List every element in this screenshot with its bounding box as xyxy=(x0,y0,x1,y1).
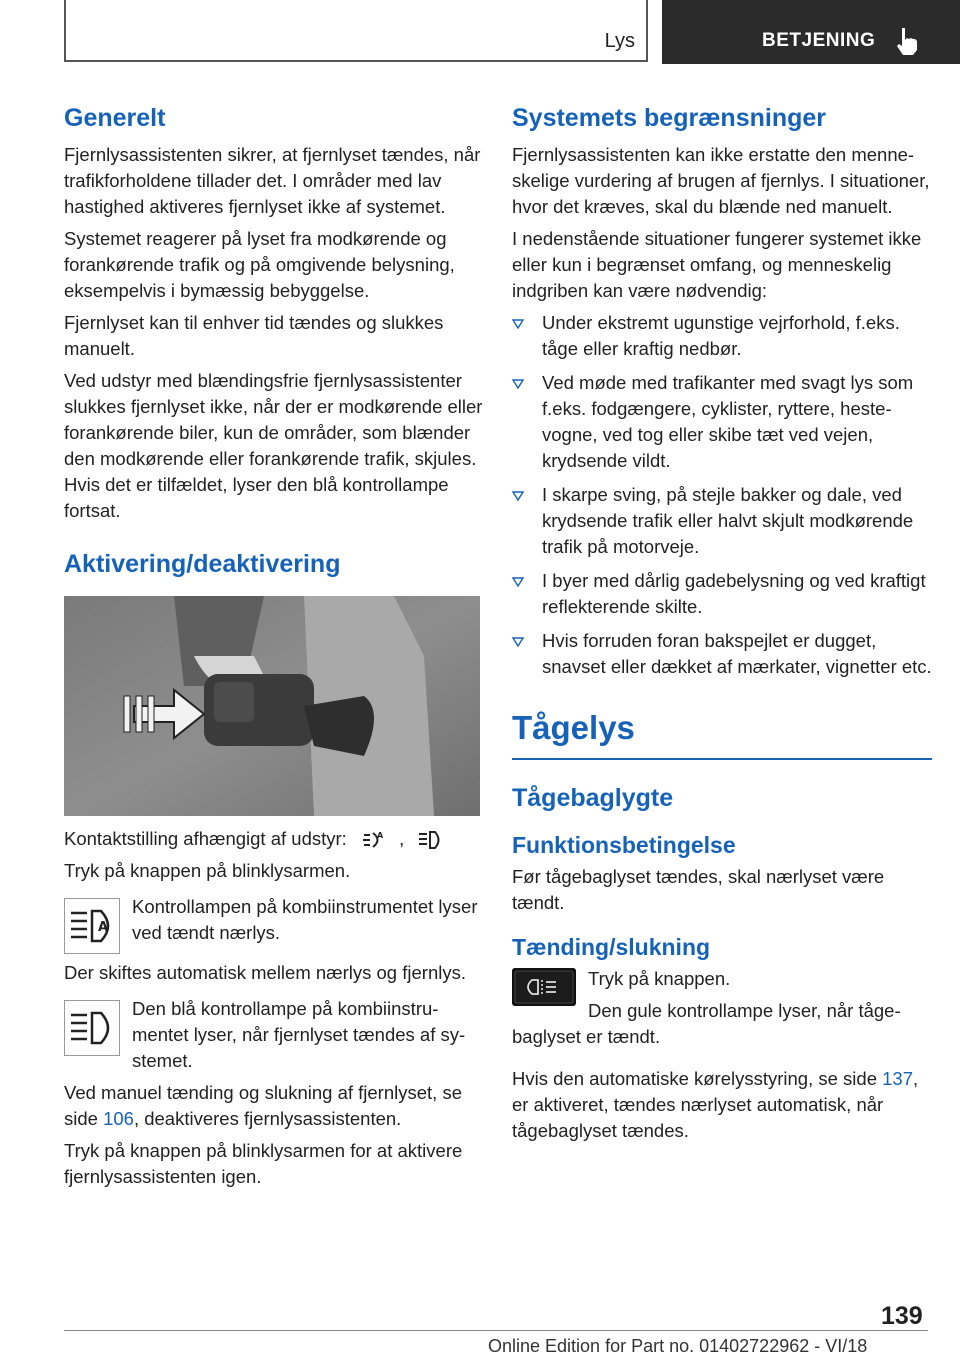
button-note xyxy=(512,966,932,1056)
heading-aktivering: Aktivering/deaktivering xyxy=(64,550,341,578)
indicator-text: Kontrollampen på kombiinstrumentet lyser ved tændt nærlys. xyxy=(132,896,478,943)
footer-divider xyxy=(64,1330,928,1331)
heading-taagebaglygte: Tågebaglygte xyxy=(512,784,674,812)
heading-funktionsbetingelse: Funktionsbetingelse xyxy=(512,832,736,858)
turn-signal-lever-photo xyxy=(64,596,480,816)
paragraph: Ved udstyr med blændingsfrie fjernlysassistenter slukkes fjernlyset ikke, når der er modkørende eller forankørende biler, kun de områder, som blænder den modkørende eller forankørende trafik, skjules. Hvis det er tilfældet, lyser den blå kontrollampe fortsat. xyxy=(64,370,483,521)
right-column xyxy=(512,100,932,1150)
paragraph: Systemet reagerer på lyset fra modkørende og forankørende trafik og på omgivende belysning, eksempelvis i bymæssig bebyggelse. xyxy=(64,228,455,301)
bullet-triangle-icon xyxy=(512,637,524,647)
indicator-note xyxy=(64,894,484,954)
paragraph: Den gule kontrollampe lyser, når tågebaglyset er tændt. xyxy=(512,1000,901,1047)
paragraph: Fjernlysassistenten kan ikke erstatte den menneskelige vurdering af brugen af fjernlys. I situationer, hvor det kræves, skal du blænde ned manuelt. xyxy=(512,144,930,217)
hand-pointer-icon xyxy=(894,26,920,56)
paragraph: Der skiftes automatisk mellem nærlys og fjernlys. xyxy=(64,962,466,983)
heading-generelt: Generelt xyxy=(64,104,166,132)
paragraph: Før tågebaglyset tændes, skal nærlyset være tændt. xyxy=(512,866,885,913)
list-item: Ved møde med trafikanter med svagt lys som f.eks. fodgængere, cyklister, ryttere, hestevogne, ved tog eller skibe tæt ved vejen, krydsende vildt. xyxy=(512,370,932,474)
rear-fog-light-button-icon xyxy=(512,968,576,1006)
paragraph: Tryk på knappen på blinklysarmen for at aktivere fjernlysassistenten igen. xyxy=(64,1140,463,1187)
list-item: Under ekstremt ugunstige vejrforhold, f.eks. tåge eller kraftig nedbør. xyxy=(512,310,932,362)
header-box xyxy=(64,0,648,62)
limitation-list xyxy=(512,310,932,680)
paragraph: Fjernlyset kan til enhver tid tændes og slukkes manuelt. xyxy=(64,312,444,359)
paragraph: I nedenstående situationer fungerer systemet ikke eller kun i begrænset omfang, og menneskelig indgriben kan være nødvendig: xyxy=(512,228,922,301)
high-beam-icon xyxy=(64,1000,120,1056)
paragraph: Tryk på knappen. xyxy=(588,968,731,989)
page-link[interactable]: 137 xyxy=(882,1068,914,1089)
page-link[interactable]: 106 xyxy=(103,1108,134,1129)
chapter-tab-label: BETJENING xyxy=(762,30,876,51)
heading-begraensninger: Systemets begrænsninger xyxy=(512,104,826,132)
bullet-triangle-icon xyxy=(512,577,524,587)
svg-text:A: A xyxy=(98,920,109,935)
section-title: Lys xyxy=(604,30,635,52)
footer-edition: Online Edition for Part no. 01402722962 - VI/18 xyxy=(488,1336,868,1356)
bullet-triangle-icon xyxy=(512,491,524,501)
left-column xyxy=(64,100,484,1196)
bullet-triangle-icon xyxy=(512,379,524,389)
bullet-triangle-icon xyxy=(512,319,524,329)
kontakt-line: Kontaktstilling afhængigt af udstyr: A , xyxy=(64,826,484,852)
paragraph: Ved manuel tænding og slukning af fjernlyset, se side 106, deaktiveres fjernlysassistenten. xyxy=(64,1082,462,1129)
list-item: Hvis forruden foran bakspejlet er dugget, snavset eller dækket af mærkater, vignetter etc. xyxy=(512,628,932,680)
heading-taagelys: Tågelys xyxy=(512,706,932,760)
indicator-note xyxy=(64,996,484,1074)
heading-taending: Tænding/slukning xyxy=(512,934,711,960)
indicator-text: Den blå kontrollampe på kombiinstrumentet lyser, når fjernlyset tændes af systemet. xyxy=(132,998,466,1071)
high-beam-assistant-icon xyxy=(417,829,443,851)
chapter-tab xyxy=(662,0,960,64)
high-beam-assistant-icon xyxy=(64,898,120,954)
paragraph: Hvis den automatiske kørelysstyring, se side 137, er aktiveret, tændes nærlyset automatisk, når tågebaglyset tændes. xyxy=(512,1068,919,1141)
svg-text:A: A xyxy=(376,831,384,841)
paragraph: Fjernlysassistenten sikrer, at fjernlyset tændes, når trafikforholdene tillader det. I områder med lav hastighed aktiveres fjernlyset ikke af systemet. xyxy=(64,144,481,217)
page-number: 139 xyxy=(881,1302,923,1330)
list-item: I skarpe sving, på stejle bakker og dale, ved krydsende trafik eller halvt skjult modkørende trafik på motorveje. xyxy=(512,482,932,560)
list-item: I byer med dårlig gadebelysning og ved kraftigt reflekterende skilte. xyxy=(512,568,932,620)
paragraph: Tryk på knappen på blinklysarmen. xyxy=(64,860,351,881)
auto-light-icon xyxy=(360,829,386,851)
